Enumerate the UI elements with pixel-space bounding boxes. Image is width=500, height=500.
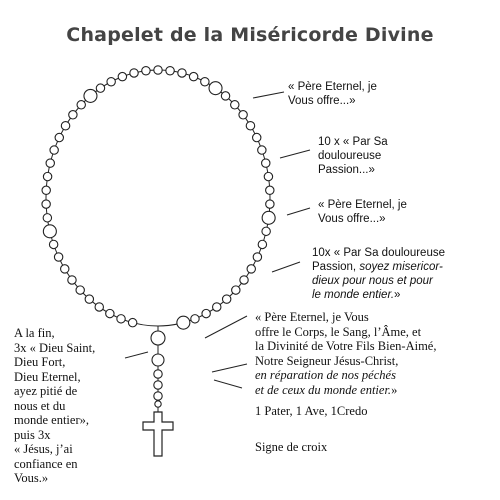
our-father-bead: [262, 211, 275, 224]
hail-mary-bead: [266, 200, 274, 208]
hail-mary-bead: [258, 146, 266, 154]
hail-mary-bead: [50, 146, 58, 154]
hail-mary-bead: [43, 172, 51, 180]
hail-mary-bead: [231, 101, 239, 109]
hail-mary-bead: [128, 318, 136, 326]
hail-mary-bead: [42, 200, 50, 208]
pointer-line-3: [287, 208, 310, 215]
hail-mary-bead: [247, 265, 255, 273]
pendant-hail-mary-bead: [154, 370, 162, 378]
hail-mary-bead: [202, 309, 210, 317]
pointer-line-8: [125, 352, 148, 358]
note-offering-prayer-end: »: [391, 382, 398, 397]
hail-mary-bead: [95, 303, 103, 311]
note-pater-ave-credo: 1 Pater, 1 Ave, 1Credo: [255, 404, 368, 418]
hail-mary-bead: [55, 133, 63, 141]
note-pere-eternel-top: « Père Eternel, je Vous offre...»: [288, 81, 377, 107]
note-pere-eternel-middle: « Père Eternel, je Vous offre...»: [318, 199, 407, 225]
hail-mary-bead: [76, 286, 84, 294]
pendant-hail-mary-bead: [154, 392, 162, 400]
hail-mary-bead: [68, 276, 76, 284]
hail-mary-bead: [189, 72, 197, 80]
note-offering-prayer-text: « Père Eternel, je Vous offre le Corps, le Sang, l’Âme, et la Divinité de Votre Fils Bien-Aimé, Notre Seigneur Jésus-Christ,: [255, 310, 437, 368]
diagram-title: Chapelet de la Miséricorde Divine: [66, 24, 434, 46]
hail-mary-bead: [253, 253, 261, 261]
pendant-hail-mary-bead: [154, 381, 162, 389]
note-douloureuse-passion-decade: 10 x « Par Sa douloureuse Passion...»: [318, 136, 388, 176]
pointer-line-4: [272, 262, 300, 272]
note-decade-prayer-italic: soyez misericor- dieux pour nous et pour le monde entier.: [312, 261, 443, 301]
hail-mary-bead: [213, 303, 221, 311]
our-father-bead: [84, 89, 97, 102]
pendant-small-bead: [155, 401, 161, 407]
hail-mary-bead: [191, 315, 199, 323]
hail-mary-bead: [221, 92, 229, 100]
hail-mary-bead: [54, 253, 62, 261]
note-closing-prayers: A la fin, 3x « Dieu Saint, Dieu Fort, Dieu Eternel, ayez pitié de nous et du monde entier», puis 3x « Jésus, j’ai confiance en Vous.»: [14, 326, 96, 485]
hail-mary-bead: [154, 66, 162, 74]
hail-mary-bead: [262, 159, 270, 167]
hail-mary-bead: [43, 214, 51, 222]
hail-mary-bead: [166, 67, 174, 75]
hail-mary-bead: [107, 78, 115, 86]
pointer-line-6: [212, 364, 247, 372]
hail-mary-bead: [253, 133, 261, 141]
crucifix-icon: [143, 412, 173, 456]
our-father-bead: [209, 82, 222, 95]
hail-mary-bead: [178, 69, 186, 77]
note-offering-prayer-italic: en réparation de nos péchés et de ceux du monde entier.: [255, 368, 396, 397]
hail-mary-bead: [42, 186, 50, 194]
centerpiece-bead: [151, 331, 165, 345]
hail-mary-bead: [61, 265, 69, 273]
note-offering-prayer: [255, 310, 436, 397]
hail-mary-bead: [106, 309, 114, 317]
note-decade-prayer-end: »: [394, 289, 401, 301]
hail-mary-bead: [239, 111, 247, 119]
hail-mary-bead: [201, 78, 209, 86]
note-decade-prayer: [312, 246, 445, 302]
hail-mary-bead: [61, 122, 69, 130]
pointer-line-2: [280, 150, 310, 158]
hail-mary-bead: [49, 240, 57, 248]
hail-mary-bead: [85, 295, 93, 303]
hail-mary-bead: [258, 240, 266, 248]
note-decade-prayer-text: 10x « Par Sa douloureuse Passion,: [312, 247, 445, 273]
hail-mary-bead: [77, 101, 85, 109]
note-signe-de-croix: Signe de croix: [255, 440, 328, 454]
hail-mary-bead: [46, 159, 54, 167]
pointer-line-5: [205, 316, 247, 338]
hail-mary-bead: [246, 122, 254, 130]
hail-mary-bead: [142, 67, 150, 75]
hail-mary-bead: [232, 286, 240, 294]
pointer-line-1: [253, 92, 284, 98]
hail-mary-bead: [118, 72, 126, 80]
hail-mary-bead: [69, 111, 77, 119]
hail-mary-bead: [266, 186, 274, 194]
pendant-our-father-bead: [152, 354, 164, 366]
hail-mary-bead: [240, 276, 248, 284]
our-father-bead: [43, 225, 56, 238]
our-father-bead: [177, 316, 190, 329]
hail-mary-bead: [117, 315, 125, 323]
pointer-line-7: [214, 380, 242, 388]
hail-mary-bead: [222, 295, 230, 303]
hail-mary-bead: [262, 227, 270, 235]
hail-mary-bead: [130, 69, 138, 77]
hail-mary-bead: [264, 172, 272, 180]
hail-mary-bead: [96, 84, 104, 92]
